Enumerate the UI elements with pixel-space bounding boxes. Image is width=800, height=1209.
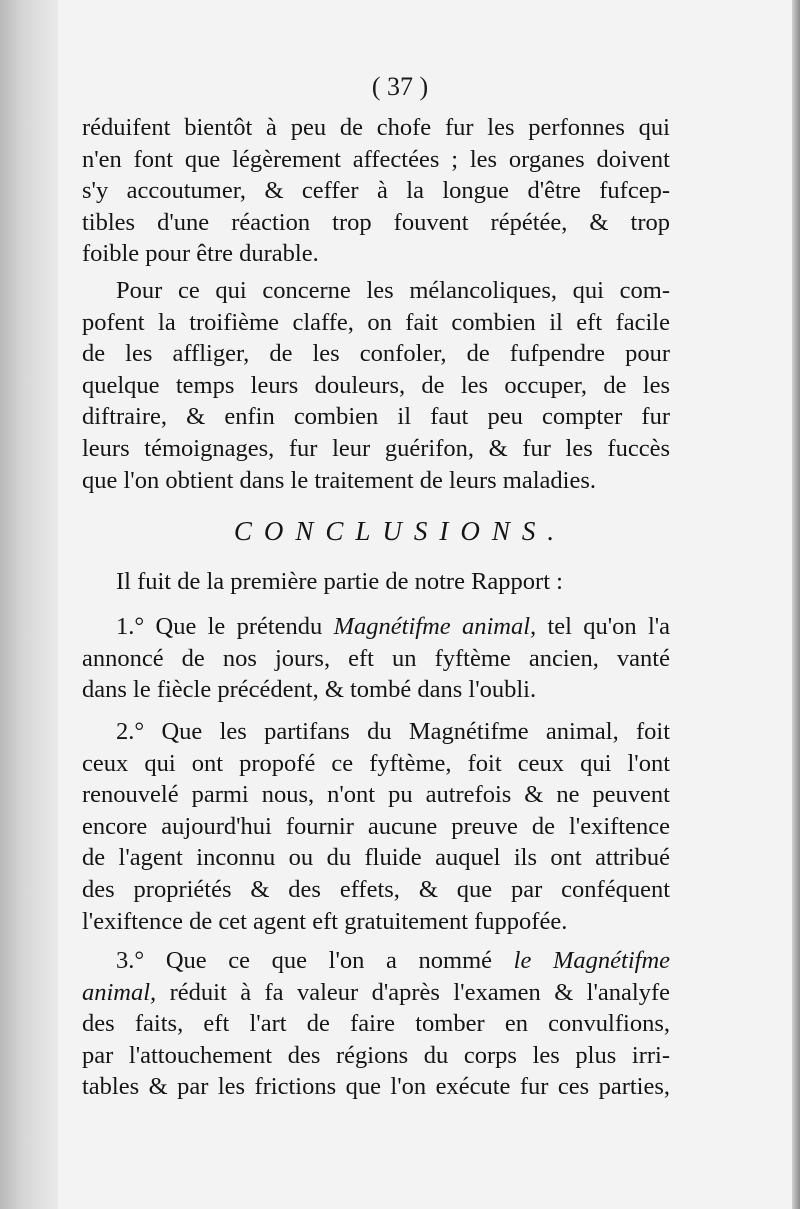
text-line: que l'on obtient dans le traitement de leurs maladies. bbox=[82, 466, 596, 494]
text-line: réduifent bientôt à peu de chofe fur les perfonnes qui bbox=[82, 114, 670, 141]
text-line: dans le fiècle précédent, & tombé dans l'oubli. bbox=[82, 676, 537, 704]
text-line: quelque temps leurs douleurs, de les occuper, de les bbox=[82, 371, 670, 399]
conclusion-number: 3.° bbox=[116, 947, 145, 974]
text-line: tables & par les frictions que l'on exécute fur ces parties, bbox=[82, 1073, 670, 1101]
text-line: de l'agent inconnu ou du fluide auquel ils ont attribué bbox=[82, 844, 670, 872]
text-line: annoncé de nos jours, eft un fyftème ancien, vanté bbox=[82, 644, 670, 672]
text-line: 2.° Que les partifans du Magnétifme animal, foit bbox=[116, 718, 670, 745]
intro-paragraph bbox=[82, 566, 670, 598]
text-line: par l'attouchement des régions du corps les plus irri- bbox=[82, 1041, 670, 1069]
conclusion-number: 1.° bbox=[116, 613, 145, 640]
italic-term: animal, bbox=[82, 978, 157, 1006]
text-line: diftraire, & enfin combien il faut peu compter fur bbox=[82, 403, 670, 431]
text-line: des faits, eft l'art de faire tomber en convulfions, bbox=[82, 1010, 670, 1038]
text-line: Pour ce qui concerne les mélancoliques, qui com- bbox=[116, 277, 670, 304]
text-line: de les affliger, de les confoler, de fufpendre pour bbox=[82, 340, 670, 368]
text-line: des propriétés & des effets, & que par conféquent bbox=[82, 875, 670, 903]
conclusion-number: 2.° bbox=[116, 718, 145, 745]
text-line: tibles d'une réaction trop fouvent répétée, & trop bbox=[82, 208, 670, 236]
page-edge bbox=[792, 0, 800, 1209]
text-line: animal, réduit à fa valeur d'après l'examen & l'analyfe bbox=[82, 978, 670, 1006]
conclusion-3 bbox=[82, 945, 670, 1103]
italic-term: le Magnétifme bbox=[513, 947, 671, 974]
page-number: ( 37 ) bbox=[371, 72, 429, 101]
text-line: renouvelé parmi nous, n'ont pu autrefois & ne peuvent bbox=[82, 781, 670, 809]
text-line: Il fuit de la première partie de notre Rapport : bbox=[116, 568, 563, 595]
paragraph-melancoliques bbox=[82, 275, 670, 496]
text-line: foible pour être durable. bbox=[82, 240, 319, 268]
page-gutter-shadow bbox=[0, 0, 58, 1209]
text-line: ceux qui ont propofé ce fyftème, foit ceux qui l'ont bbox=[82, 749, 670, 777]
text-line: leurs témoignages, fur leur guérifon, & fur les fuccès bbox=[82, 434, 670, 462]
italic-term: Magnétifme animal, bbox=[333, 613, 537, 640]
paragraph-continuation bbox=[82, 112, 670, 270]
conclusion-1 bbox=[82, 611, 670, 706]
text-line: pofent la troifième claffe, on fait combien il eft facile bbox=[82, 308, 670, 336]
text-line: n'en font que légèrement affectées ; les organes doivent bbox=[82, 145, 670, 173]
text-line: 3.° Que ce que l'on a nommé le Magnétifme bbox=[116, 947, 671, 974]
section-heading: CONCLUSIONS. bbox=[233, 516, 567, 546]
text-line: l'exiftence de cet agent eft gratuitement fuppofée. bbox=[82, 907, 568, 935]
text-line: s'y accoutumer, & ceffer à la longue d'être fufcep- bbox=[82, 177, 670, 205]
text-line: 1.° Que le prétendu Magnétifme animal, tel qu'on l'a bbox=[116, 613, 671, 640]
text-line: encore aujourd'hui fournir aucune preuve de l'exiftence bbox=[82, 812, 670, 840]
conclusion-2 bbox=[82, 716, 670, 937]
